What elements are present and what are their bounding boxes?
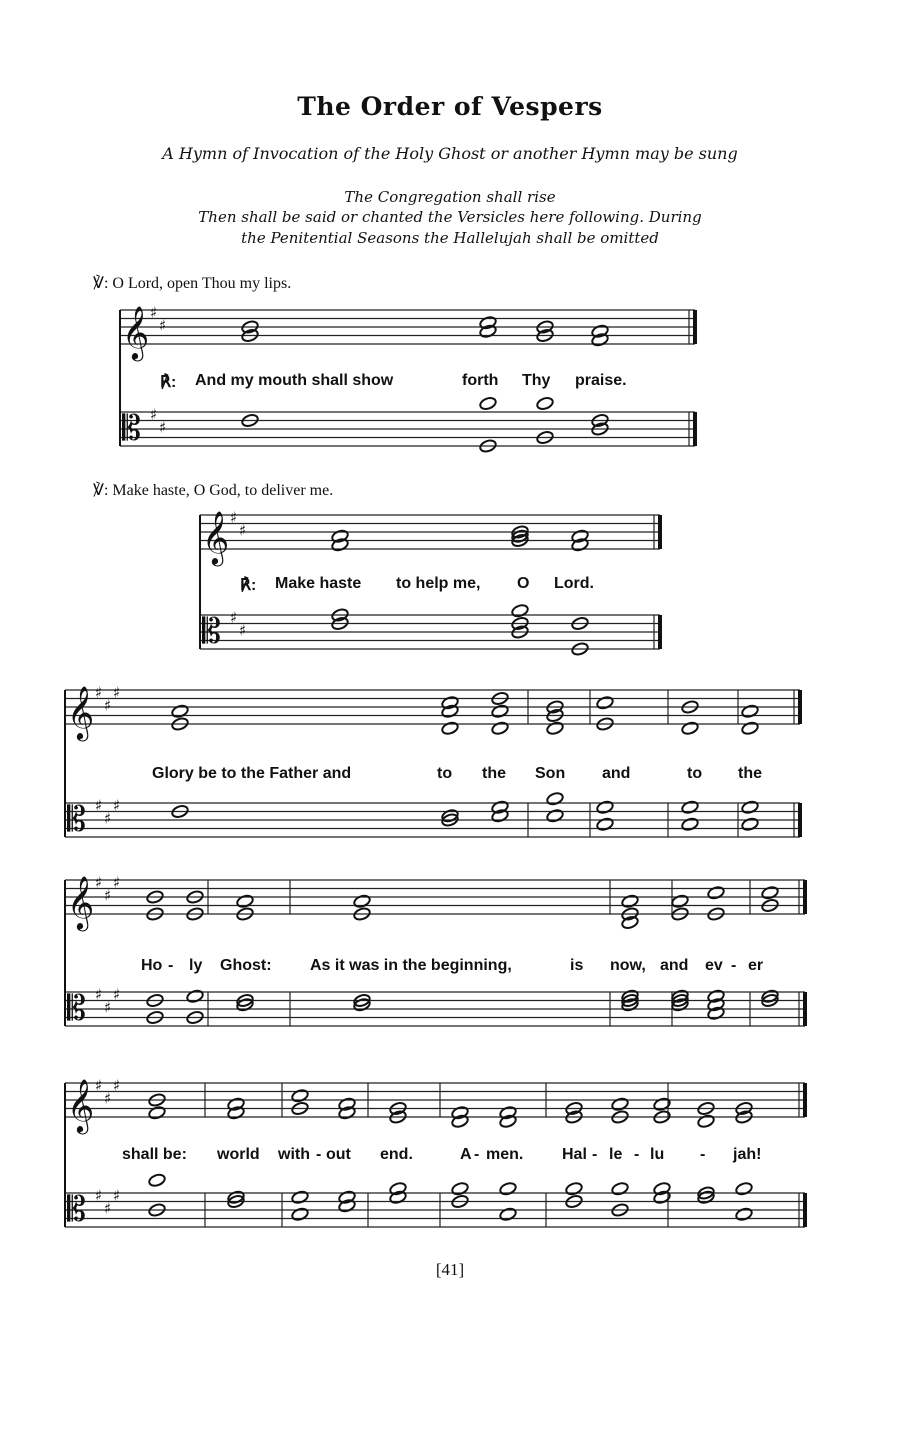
note-head bbox=[611, 1181, 629, 1196]
note-head bbox=[148, 1105, 166, 1120]
lyric-word: to bbox=[437, 765, 453, 782]
note-head bbox=[681, 817, 699, 832]
lyric-word: Ho bbox=[141, 957, 163, 974]
note-head bbox=[441, 721, 459, 736]
lyric-word: now, bbox=[610, 957, 646, 974]
lyric-word: and bbox=[602, 765, 631, 782]
gloria-lyrics-2 bbox=[0, 957, 900, 977]
sharp-sign: ♯ bbox=[104, 809, 112, 828]
gloria-lyrics-1 bbox=[0, 765, 900, 785]
page-title: The Order of Vespers bbox=[297, 92, 603, 121]
note-head bbox=[735, 1181, 753, 1196]
sharp-sign: ♯ bbox=[159, 418, 167, 437]
note-head bbox=[596, 695, 614, 710]
rubric-rise: The Congregation shall rise bbox=[344, 188, 556, 206]
note-head bbox=[741, 817, 759, 832]
note-head bbox=[291, 1088, 309, 1103]
lyric-word: O bbox=[517, 575, 530, 592]
note-head bbox=[236, 894, 254, 909]
lyric-word: ev bbox=[705, 957, 723, 974]
note-head bbox=[546, 808, 564, 823]
lyric-word: As it was in the beginning, bbox=[310, 957, 512, 974]
sharp-sign: ♯ bbox=[95, 873, 103, 892]
sharp-sign: ♯ bbox=[104, 886, 112, 905]
treble-clef: 𝄞 bbox=[67, 1078, 95, 1132]
rubric-versicles-2: the Penitential Seasons the Hallelujah shall be omitted bbox=[241, 229, 659, 247]
note-head bbox=[596, 800, 614, 815]
lyric-word: Glory be to the Father and bbox=[152, 765, 352, 782]
note-head bbox=[491, 704, 509, 719]
lyric-word: out bbox=[326, 1146, 351, 1163]
response-1 bbox=[160, 372, 860, 392]
lyric-word: Lord. bbox=[554, 575, 594, 592]
note-head bbox=[546, 791, 564, 806]
lyric-word: praise. bbox=[575, 372, 627, 389]
sharp-sign: ♯ bbox=[113, 796, 121, 815]
note-head bbox=[761, 885, 779, 900]
lyric-word: world bbox=[217, 1146, 260, 1163]
note-head bbox=[681, 800, 699, 815]
sharp-sign: ♯ bbox=[113, 985, 121, 1004]
lyric-word: forth bbox=[462, 372, 499, 389]
c-clef: 𝄡 bbox=[67, 799, 86, 840]
note-head bbox=[171, 704, 189, 719]
sharp-sign: ♯ bbox=[104, 998, 112, 1017]
rubric-versicles-1: Then shall be said or chanted the Versicles here following. During bbox=[198, 208, 702, 226]
lyric-word: le bbox=[609, 1146, 623, 1163]
sharp-sign: ♯ bbox=[104, 696, 112, 715]
lyric-word: er bbox=[748, 957, 764, 974]
page-number: [41] bbox=[435, 1260, 465, 1279]
lyric-word: Hal bbox=[562, 1146, 587, 1163]
lyric-word: Ghost: bbox=[220, 957, 272, 974]
sharp-sign: ♯ bbox=[95, 985, 103, 1004]
lyric-word: - bbox=[168, 957, 174, 974]
note-head bbox=[148, 1173, 166, 1188]
sharp-sign: ♯ bbox=[113, 873, 121, 892]
note-head bbox=[611, 1097, 629, 1112]
note-head bbox=[479, 396, 497, 411]
sharp-sign: ♯ bbox=[150, 303, 158, 322]
sharp-sign: ♯ bbox=[113, 683, 121, 702]
response-mark: ℟: bbox=[240, 577, 257, 594]
treble-clef: 𝄞 bbox=[67, 685, 95, 739]
lyric-word: - bbox=[592, 1146, 598, 1163]
response-mark: ℟: bbox=[160, 374, 177, 391]
lyric-word: - bbox=[316, 1146, 322, 1163]
sharp-sign: ♯ bbox=[95, 683, 103, 702]
sharp-sign: ♯ bbox=[113, 1076, 121, 1095]
sharp-sign: ♯ bbox=[159, 316, 167, 335]
sharp-sign: ♯ bbox=[95, 1076, 103, 1095]
note-head bbox=[621, 894, 639, 909]
lyric-word: the bbox=[738, 765, 762, 782]
treble-clef: 𝄞 bbox=[122, 305, 150, 359]
lyric-word: - bbox=[634, 1146, 640, 1163]
gloria-lyrics-3 bbox=[0, 1146, 900, 1166]
note-head bbox=[741, 721, 759, 736]
treble-clef: 𝄞 bbox=[202, 510, 230, 564]
note-head bbox=[697, 1114, 715, 1129]
note-head bbox=[291, 1207, 309, 1222]
versicle-mark: ℣: bbox=[93, 482, 109, 499]
lyric-word: Son bbox=[535, 765, 566, 782]
lyric-word: A bbox=[460, 1146, 472, 1163]
lyric-word: to bbox=[687, 765, 703, 782]
note-head bbox=[291, 1190, 309, 1205]
lyric-word: - bbox=[731, 957, 737, 974]
note-head bbox=[499, 1207, 517, 1222]
lyric-word: shall be: bbox=[122, 1146, 187, 1163]
sharp-sign: ♯ bbox=[104, 1199, 112, 1218]
response-2 bbox=[240, 575, 740, 595]
lyric-word: with bbox=[278, 1146, 310, 1163]
sharp-sign: ♯ bbox=[239, 621, 247, 640]
sharp-sign: ♯ bbox=[230, 608, 238, 627]
versicle-2 bbox=[93, 480, 333, 500]
versicle-text: Make haste, O God, to deliver me. bbox=[112, 482, 334, 499]
sharp-sign: ♯ bbox=[113, 1186, 121, 1205]
lyric-word: Make haste bbox=[275, 575, 362, 592]
note-head bbox=[536, 396, 554, 411]
note-head bbox=[499, 1181, 517, 1196]
note-head bbox=[741, 800, 759, 815]
note-head bbox=[596, 817, 614, 832]
lyric-word: men. bbox=[486, 1146, 524, 1163]
versicle-text: O Lord, open Thou my lips. bbox=[112, 275, 292, 292]
lyric-word: lu bbox=[650, 1146, 665, 1163]
note-head bbox=[186, 989, 204, 1004]
lyric-word: - bbox=[700, 1146, 706, 1163]
lyric-word: end. bbox=[380, 1146, 413, 1163]
note-head bbox=[741, 704, 759, 719]
note-head bbox=[671, 894, 689, 909]
c-clef: 𝄡 bbox=[122, 408, 141, 449]
sharp-sign: ♯ bbox=[150, 405, 158, 424]
lyric-word: And my mouth shall show bbox=[195, 372, 394, 389]
note-head bbox=[451, 1181, 469, 1196]
note-head bbox=[681, 721, 699, 736]
note-head bbox=[735, 1207, 753, 1222]
versicle-mark: ℣: bbox=[93, 275, 109, 292]
note-head bbox=[707, 885, 725, 900]
c-clef: 𝄡 bbox=[67, 1189, 86, 1230]
lyric-word: - bbox=[474, 1146, 480, 1163]
note-head bbox=[511, 603, 529, 618]
rubric-hymn: A Hymn of Invocation of the Holy Ghost or another Hymn may be sung bbox=[162, 144, 738, 163]
sharp-sign: ♯ bbox=[95, 1186, 103, 1205]
note-head bbox=[565, 1181, 583, 1196]
note-head bbox=[353, 894, 371, 909]
lyric-word: jah! bbox=[733, 1146, 762, 1163]
lyric-word: the bbox=[482, 765, 506, 782]
c-clef: 𝄡 bbox=[202, 611, 221, 652]
lyric-word: to help me, bbox=[396, 575, 481, 592]
lyric-word: and bbox=[660, 957, 689, 974]
sharp-sign: ♯ bbox=[104, 1089, 112, 1108]
sharp-sign: ♯ bbox=[239, 521, 247, 540]
c-clef: 𝄡 bbox=[67, 988, 86, 1029]
treble-clef: 𝄞 bbox=[67, 875, 95, 929]
lyric-word: is bbox=[570, 957, 584, 974]
note-head bbox=[546, 721, 564, 736]
lyric-word: ly bbox=[189, 957, 203, 974]
note-head bbox=[491, 721, 509, 736]
sharp-sign: ♯ bbox=[230, 508, 238, 527]
lyric-word: Thy bbox=[522, 372, 551, 389]
sharp-sign: ♯ bbox=[95, 796, 103, 815]
